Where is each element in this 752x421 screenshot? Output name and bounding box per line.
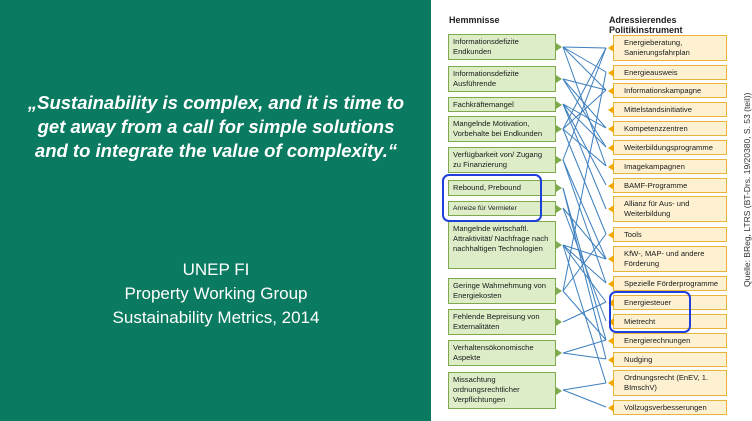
instrument-regulatory-law: Ordnungsrecht (EnEV, 1. BImschV) (613, 370, 727, 396)
instrument-tenancy-law: Mietrecht (613, 314, 727, 329)
credit-group: Property Working Group (124, 284, 308, 303)
connection-line (563, 47, 606, 48)
connection-line (563, 383, 606, 390)
instrument-competence-centers: Kompetenzzentren (613, 121, 727, 136)
connection-line (563, 234, 606, 291)
right-column-header: Adressierendes Politikinstrument (609, 15, 683, 35)
instrument-energy-tax: Energiesteuer (613, 295, 727, 310)
barrier-low-motivation: Mangelnde Motivation, Vorbehalte bei Endkunden (448, 116, 556, 142)
connection-line (563, 340, 606, 353)
instrument-sme-initiative: Mittelstandsinitiative (613, 102, 727, 117)
instrument-training-alliance: Allianz für Aus- und Weiterbildung (613, 196, 727, 222)
instrument-info-campaign: Informationskampagne (613, 83, 727, 98)
source-citation: Quelle: BReg, LTRS (BT-Drs. 19/20380, S. 53 (teil)) (742, 92, 752, 287)
instrument-tools: Tools (613, 227, 727, 242)
connection-line (563, 90, 606, 129)
instrument-training-programs: Weiterbildungsprogramme (613, 140, 727, 155)
barrier-financing-access: Verfügbarkeit von/ Zugang zu Finanzierung (448, 147, 556, 173)
highlight-left-frame (442, 174, 542, 222)
barrier-info-deficit-customers: Informationsdefizite Endkunden (448, 34, 556, 60)
instrument-energy-certificate: Energieausweis (613, 65, 727, 80)
barrier-regulatory-noncompliance: Missachtung ordnungsrechtlicher Verpflichtungen (448, 372, 556, 409)
barrier-energy-cost-perception: Geringe Wahrnehmung von Energiekosten (448, 278, 556, 304)
instrument-special-funding: Spezielle Förderprogramme (613, 276, 727, 291)
left-column-header: Hemmnisse (449, 15, 500, 25)
instrument-energy-consulting: Energieberatung, Sanierungsfahrplan (613, 35, 727, 61)
connection-line (563, 353, 606, 359)
barrier-behavioral-aspects: Verhaltensökonomische Aspekte (448, 340, 556, 366)
quote-text: „Sustainability is complex, and it is time to get away from a call for simple solutions and to integrate the value of complexity.“ (27, 92, 405, 161)
connection-line (563, 104, 606, 147)
barrier-rebound-prebound: Rebound, Prebound (448, 180, 556, 196)
instrument-image-campaigns: Imagekampagnen (613, 159, 727, 174)
credit-organization: UNEP FI (182, 260, 250, 279)
instrument-nudging: Nudging (613, 352, 727, 367)
highlight-right-frame (609, 291, 691, 333)
instrument-energy-bills: Energierechnungen (613, 333, 727, 348)
barrier-info-deficit-contractors: Informationsdefizite Ausführende (448, 66, 556, 92)
credit-report: Sustainability Metrics, 2014 (112, 308, 320, 327)
connection-line (563, 390, 606, 407)
barrier-externality-pricing: Fehlende Bepreisung von Externalitäten (448, 309, 556, 335)
instrument-kfw-funding: KfW-, MAP- und andere Förderung (613, 246, 727, 272)
barrier-skilled-labor-shortage: Fachkräftemangel (448, 97, 556, 112)
connection-line (563, 104, 606, 209)
barrier-economic-attractiveness: Mangelnde wirtschaftl. Attraktivität/ Nachfrage nach nachhaltigen Technologien (448, 221, 556, 269)
connection-line (563, 245, 606, 302)
instrument-bamf-programs: BAMF-Programme (613, 178, 727, 193)
instrument-enforcement-improvements: Vollzugsverbesserungen (613, 400, 727, 415)
barrier-landlord-incentives: Anreize für Vermieter (448, 201, 556, 216)
